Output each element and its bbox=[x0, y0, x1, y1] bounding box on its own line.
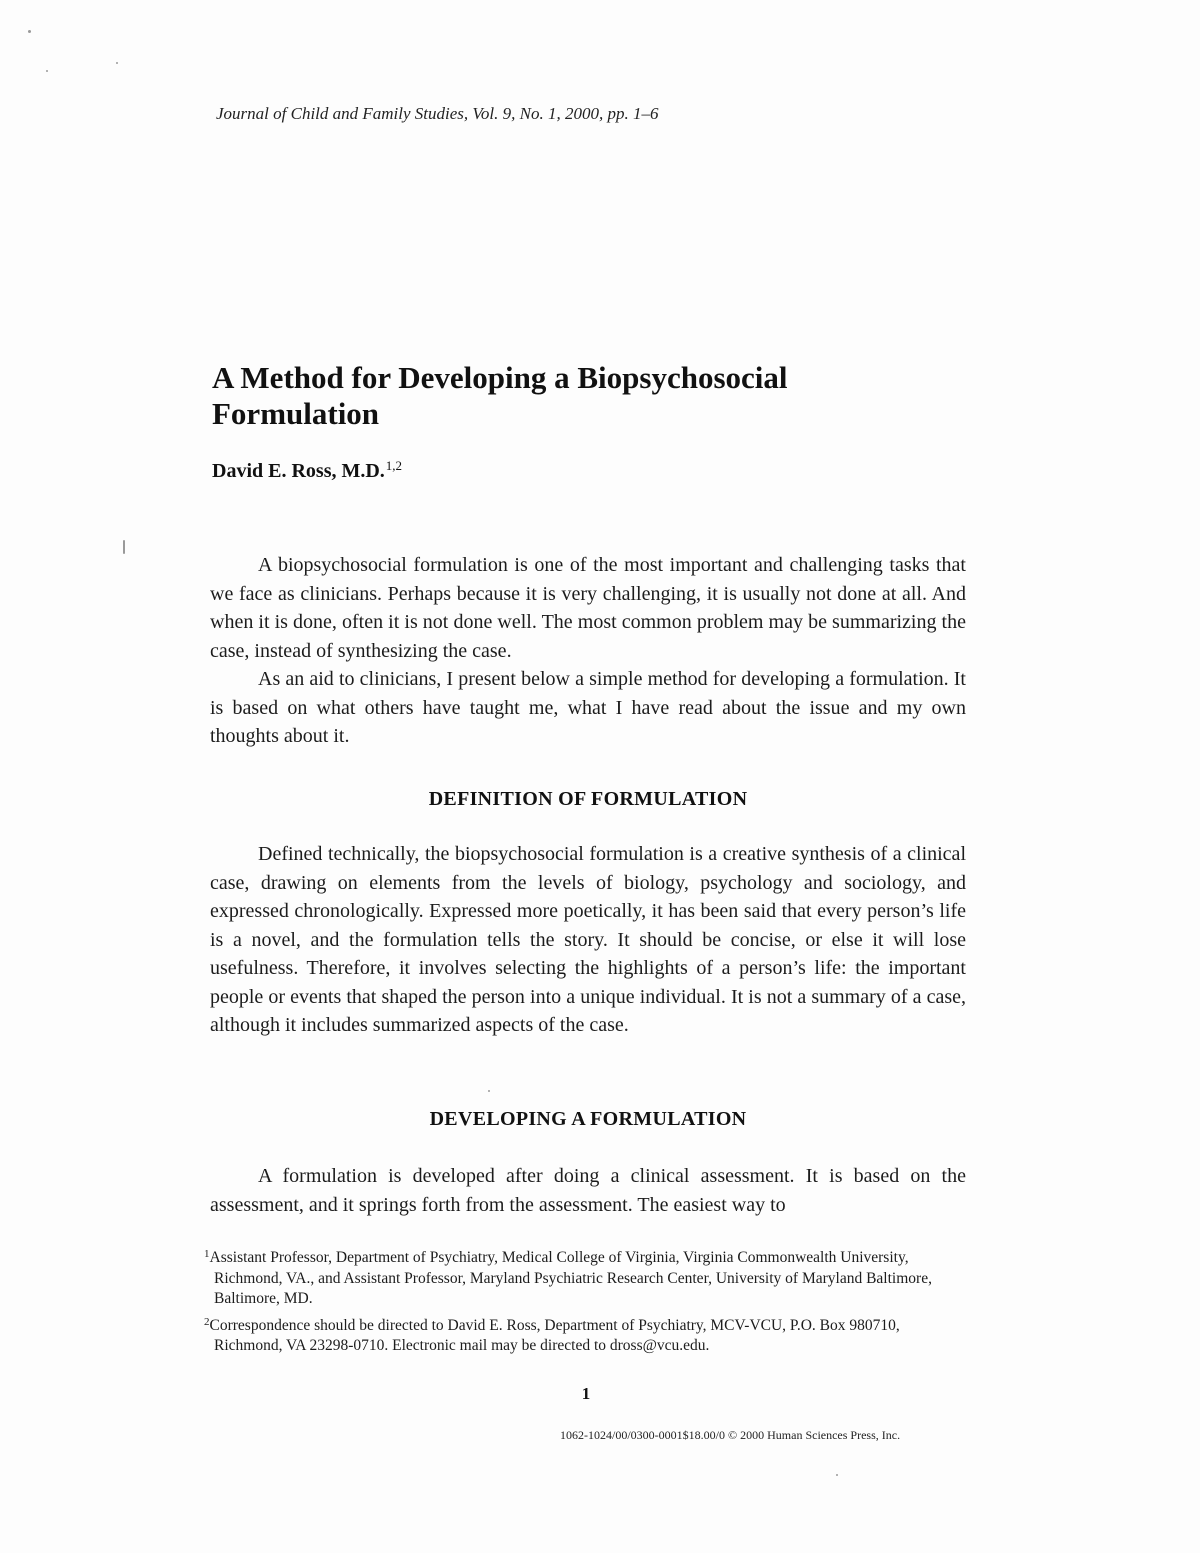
scan-speck bbox=[46, 70, 48, 72]
footnotes bbox=[204, 1244, 966, 1359]
author-name: David E. Ross, M.D. bbox=[212, 460, 385, 482]
footnote-text: Correspondence should be directed to David E. Ross, Department of Psychiatry, MCV-VCU, P.O. Box 980710, Richmond, VA 23298-0710. Electronic mail may be directed to dross@vcu.edu. bbox=[209, 1316, 900, 1354]
section-heading-definition: DEFINITION OF FORMULATION bbox=[428, 788, 748, 810]
introduction bbox=[210, 551, 966, 751]
footnote-mark: 2 bbox=[204, 1315, 210, 1328]
section-heading-developing: DEVELOPING A FORMULATION bbox=[429, 1108, 747, 1130]
author-line bbox=[212, 458, 402, 483]
section-definition-body bbox=[210, 840, 966, 1040]
article-title: A Method for Developing a Biopsychosocial Formulation bbox=[212, 360, 788, 431]
intro-paragraph: A biopsychosocial formulation is one of the most important and challenging tasks that we face as clinicians. Perhaps because it is very challenging, it is usually not done at all. And when it is done, often it is not done well. The most common problem may be summarizing the case, instead of synthesizing the case. bbox=[210, 554, 966, 662]
scan-speck bbox=[488, 1090, 490, 1092]
author-affiliation-marks: 1,2 bbox=[385, 458, 403, 473]
footnote-text: Assistant Professor, Department of Psychiatry, Medical College of Virginia, Virginia Commonwealth University, Richmond, VA., and Assistant Professor, Maryland Psychiatric Research Center, University of Maryland Baltimore, Baltimore, MD. bbox=[209, 1249, 932, 1307]
scan-speck bbox=[123, 540, 125, 554]
copyright-line: 1062-1024/00/0300-0001$18.00/0 © 2000 Human Sciences Press, Inc. bbox=[560, 1428, 901, 1442]
scan-speck bbox=[836, 1474, 838, 1476]
footnote-mark: 1 bbox=[204, 1248, 210, 1260]
footnote-1 bbox=[204, 1244, 966, 1310]
page-number: 1 bbox=[581, 1384, 591, 1403]
footnote-2 bbox=[204, 1312, 966, 1357]
section-developing-body bbox=[210, 1162, 966, 1219]
running-head: Journal of Child and Family Studies, Vol. 9, No. 1, 2000, pp. 1–6 bbox=[216, 104, 659, 123]
scan-speck bbox=[28, 30, 31, 33]
body-paragraph: A formulation is developed after doing a clinical assessment. It is based on the assessment, and it springs forth from the assessment. The easiest way to bbox=[210, 1165, 966, 1216]
scan-speck bbox=[116, 62, 118, 64]
intro-paragraph: As an aid to clinicians, I present below a simple method for developing a formulation. It is based on what others have taught me, what I have read about the issue and my own thoughts about it. bbox=[210, 668, 966, 747]
body-paragraph: Defined technically, the biopsychosocial formulation is a creative synthesis of a clinical case, drawing on elements from the levels of biology, psychology and sociology, and expressed chronologically. Expressed more poetically, it has been said that every person’s life is a novel, and the formulation tells the story. It should be concise, or else it will lose usefulness. Therefore, it involves selecting the highlights of a person’s life: the important people or events that shaped the person into a unique individual. It is not a summary of a case, although it includes summarized aspects of the case. bbox=[210, 843, 966, 1036]
